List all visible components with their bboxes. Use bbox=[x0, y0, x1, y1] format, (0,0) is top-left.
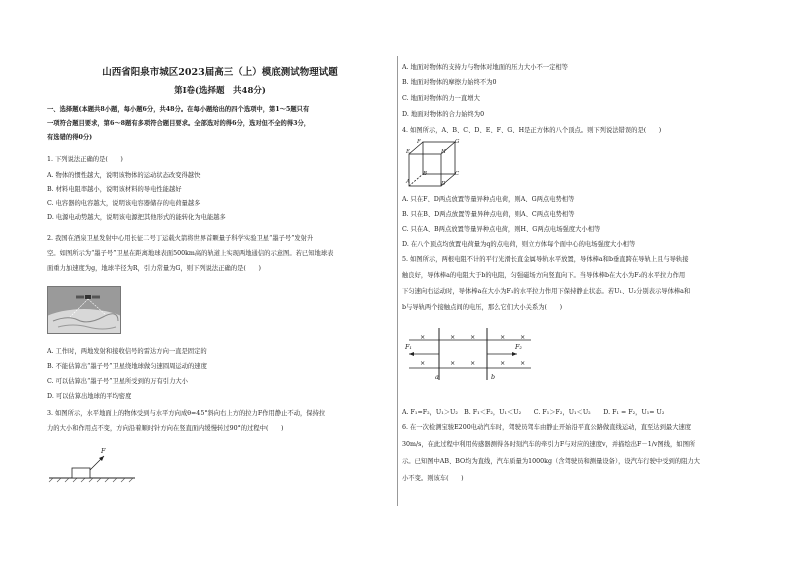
q4-option-b: B. 只在B、D两点放置等量异种点电荷，则A、C两点电势相等 bbox=[402, 211, 575, 218]
q5-stem-line-4: b与导轨两个接触点间的电压，那么它们大小关系为( ) bbox=[402, 304, 563, 311]
instructions-line-1: 一、选择题(本题共8小题，每小题6分，共48分。在每小题给出的四个选项中，第1～5题只有 bbox=[47, 106, 310, 113]
force-label-f2: F₂ bbox=[515, 344, 522, 351]
q3-option-c: C. 地面对物体的力一直增大 bbox=[402, 95, 480, 102]
q1-option-b: B. 材料电阻率越小，说明该材料的导电性能越好 bbox=[47, 186, 182, 193]
q3-block-figure bbox=[47, 448, 137, 484]
q6-stem-line-1: 6. 在一次检测宝骏E200电动汽车时，驾驶员驾车由静止开始沿平直公路做直线运动，直至达到最大速度 bbox=[402, 424, 692, 431]
q5-stem-line-3: 下匀速向右运动时，导体棒a在大小为F₁的水平拉力作用下保持静止状态。若U₁、U₂分别表示导体棒a和 bbox=[402, 288, 691, 295]
q6-stem-line-2: 30m/s，在此过程中利用传感器测得各时刻汽车的牵引力F与对应的速度v，并描绘出F－1/v图线，如图所 bbox=[402, 441, 696, 448]
cube-vertex-g: G bbox=[455, 139, 460, 145]
rod-label-a: a bbox=[435, 374, 439, 381]
rod-label-b: b bbox=[491, 374, 496, 381]
field-cross: × bbox=[500, 360, 506, 367]
q2-stem-line-2: 空。如图所示为“墨子号”卫星在距离地球表面500km高的轨道上实现两地通信的示意图。若已知地球表 bbox=[47, 250, 334, 257]
q2-option-d: D. 可以估算出地球的平均密度 bbox=[47, 393, 132, 400]
cube-vertex-e: E bbox=[406, 149, 411, 155]
q4-stem: 4. 如图所示，A、B、C、D、E、F、G、H是正方体的八个顶点。则下列说法错误的是( ) bbox=[402, 127, 662, 134]
cube-vertex-h: H bbox=[441, 149, 446, 155]
q3-stem-line-1: 3. 如图所示，水平地面上的物体受到与水平方向成θ=45°斜向右上方的拉力F作用静止不动，保持拉 bbox=[47, 410, 326, 417]
cube-vertex-d: D bbox=[441, 181, 446, 187]
field-cross: × bbox=[450, 360, 456, 367]
section-heading: 第Ⅰ卷(选择题 共48分) bbox=[174, 86, 266, 96]
q4-cube-figure bbox=[403, 138, 463, 192]
cube-vertex-f: F bbox=[417, 139, 421, 145]
q2-stem-line-1: 2. 我国在酒泉卫星发射中心用长征二号丁运载火箭将世界首颗量子科学实验卫星“墨子号”发射升 bbox=[47, 235, 314, 242]
field-cross: × bbox=[470, 334, 476, 341]
q1-option-a: A. 物体的惯性越大，说明该物体的运动状态改变得越快 bbox=[47, 172, 201, 179]
q1-stem: 1. 下列说法正确的是( ) bbox=[47, 156, 123, 163]
q3-option-d: D. 地面对物体的合力始终为0 bbox=[402, 111, 485, 118]
cube-vertex-c: C bbox=[455, 171, 460, 177]
q3-force-label: F bbox=[101, 448, 106, 455]
field-cross: × bbox=[520, 334, 526, 341]
cube-vertex-b: B bbox=[423, 171, 428, 177]
exam-title: 山西省阳泉市城区2023届高三（上）模底测试物理试题 bbox=[102, 67, 338, 78]
field-cross: × bbox=[520, 360, 526, 367]
q4-option-a: A. 只在F、D两点放置等量异种点电荷，则A、G两点电势相等 bbox=[402, 196, 575, 203]
field-cross: × bbox=[420, 360, 426, 367]
instructions-line-2: 一项符合题目要求，第6～8题有多项符合题目要求。全部选对的得6分，选对但不全的得3分， bbox=[47, 120, 311, 127]
q4-option-d: D. 在八个顶点均放置电荷量为q的点电荷，则立方体每个面中心的电场强度大小相等 bbox=[402, 241, 636, 248]
q3-stem-line-2: 力的大小和作用点不变，方向沿着顺时针方向在竖直面内缓慢转过90°的过程中( ) bbox=[47, 425, 284, 432]
q2-option-b: B. 不能估算出“墨子号”卫星绕地球做匀速圆周运动的速度 bbox=[47, 363, 207, 370]
cube-vertex-a: A bbox=[406, 179, 410, 185]
q2-option-c: C. 可以估算出“墨子号”卫星所受到的万有引力大小 bbox=[47, 378, 188, 385]
force-label-f1: F₁ bbox=[405, 344, 412, 351]
q5-options: A. F₁=F₂，U₁＞U₂ B. F₁＜F₂，U₁＜U₂ C. F₁＞F₂，U₁＜U₂ D. F₁ = F₂，U₁= U₂ bbox=[402, 409, 665, 416]
q5-stem-line-1: 5. 如图所示，两根电阻不计的平行光滑长直金属导轨水平放置，导体棒a和b垂直跨在导轨上且与导轨接 bbox=[402, 256, 689, 263]
q5-stem-line-2: 触良好，导体棒a的电阻大于b的电阻，匀强磁场方向竖直向下。当导体棒b在大小为F₂的水平拉力作用 bbox=[402, 272, 686, 279]
q2-option-a: A. 工作时，两地发射和接收信号的雷达方向一直是固定的 bbox=[47, 348, 207, 355]
satellite-earth-image bbox=[47, 286, 121, 334]
field-cross: × bbox=[450, 334, 456, 341]
instructions-line-3: 有选错的得0分) bbox=[47, 134, 93, 141]
q6-stem-line-3: 示。已知图中AB、BO均为直线，汽车质量为1000kg（含驾驶员和测量设备），设汽车行驶中受到的阻力大 bbox=[402, 458, 700, 465]
right-column bbox=[397, 0, 794, 562]
q1-option-d: D. 电源电动势越大，说明该电源把其他形式的能转化为电能越多 bbox=[47, 214, 226, 221]
left-column bbox=[0, 0, 395, 562]
q6-stem-line-4: 小不变。则该车( ) bbox=[402, 475, 464, 482]
q3-option-b: B. 地面对物体的摩擦力始终不为0 bbox=[402, 79, 497, 86]
q3-option-a: A. 地面对物体的支持力与物体对地面的压力大小不一定相等 bbox=[402, 64, 568, 71]
field-cross: × bbox=[500, 334, 506, 341]
q2-stem-line-3: 面重力加速度为g，地球半径为R，引力常量为G，则下列说法正确的是( ) bbox=[47, 265, 261, 272]
field-cross: × bbox=[420, 334, 426, 341]
q5-rails-figure bbox=[405, 322, 535, 384]
field-cross: × bbox=[470, 360, 476, 367]
q1-option-c: C. 电容器的电容越大，说明该电容器储存的电荷量越多 bbox=[47, 200, 201, 207]
q4-option-c: C. 只在A、B两点放置等量异种点电荷，则H、G两点电场强度大小相等 bbox=[402, 226, 601, 233]
